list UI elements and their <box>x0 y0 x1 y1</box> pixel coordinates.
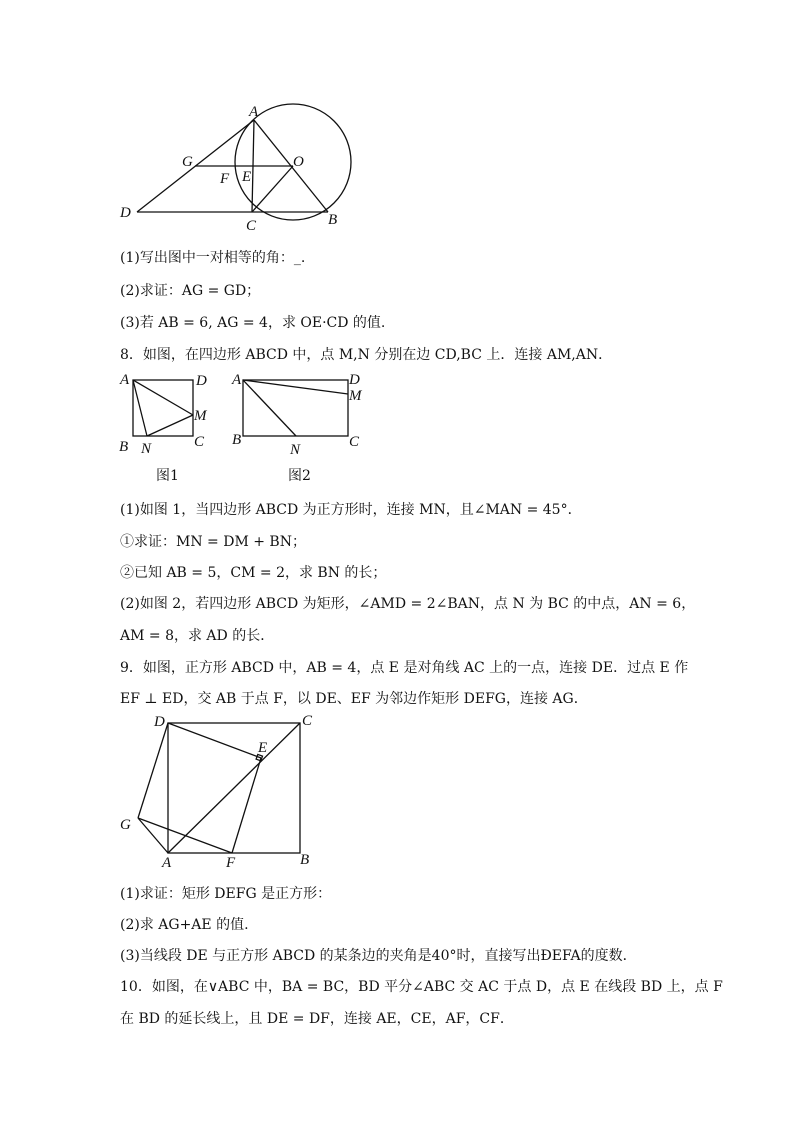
figure-circle-geometry <box>110 100 370 230</box>
svg-text:F: F <box>226 855 236 871</box>
svg-text:G: G <box>120 817 131 833</box>
q8-part1a: ①求证：MN = DM + BN； <box>120 534 306 550</box>
q10-stem1: 10．如图，在∨ABC 中，BA = BC，BD 平分∠ABC 交 AC 于点 D，点 E 在线段 BD 上，点 F <box>120 979 723 995</box>
svg-text:N: N <box>290 442 301 458</box>
label-a: A <box>249 104 259 120</box>
q8-part1: (1)如图 1，当四边形 ABCD 为正方形时，连接 MN，且∠MAN = 45°． <box>120 502 582 518</box>
segment-an-2 <box>243 380 296 436</box>
q9-part1: (1)求证：矩形 DEFG 是正方形： <box>120 886 332 902</box>
segment-am <box>133 380 193 415</box>
q9-stem1: 9．如图，正方形 ABCD 中，AB = 4，点 E 是对角线 AC 上的一点，连接 DE．过点 E 作 <box>120 660 689 676</box>
svg-text:D: D <box>196 373 207 389</box>
segment-am-2 <box>243 380 348 394</box>
figure-q8 <box>110 365 380 490</box>
svg-text:B: B <box>232 432 242 448</box>
svg-text:E: E <box>258 740 268 756</box>
label-e: E <box>242 169 252 185</box>
segment-ef <box>232 758 261 853</box>
segment-de <box>168 723 261 758</box>
segment-gd <box>138 723 168 818</box>
q8-part2a: (2)如图 2，若四边形 ABCD 为矩形，∠AMD = 2∠BAN，点 N 为 BC 的中点，AN = 6， <box>120 596 696 612</box>
svg-text:D: D <box>349 372 360 388</box>
svg-text:M: M <box>194 408 207 424</box>
svg-text:A: A <box>162 855 172 871</box>
svg-text:B: B <box>119 439 129 455</box>
svg-text:M: M <box>349 388 362 404</box>
q8-part1b: ②已知 AB = 5，CM = 2，求 BN 的长； <box>120 565 387 581</box>
segment-mn <box>147 415 193 436</box>
segment-co <box>252 166 293 212</box>
label-o: O <box>293 154 304 170</box>
q7-part2: (2)求证：AG = GD； <box>120 283 261 299</box>
q8-stem: 8．如图，在四边形 ABCD 中，点 M,N 分别在边 CD,BC 上．连接 AM,AN． <box>120 347 613 363</box>
diagonal-ac <box>168 723 300 853</box>
svg-text:C: C <box>194 434 205 450</box>
label-d: D <box>120 205 131 221</box>
label-c: C <box>246 218 257 230</box>
q7-part1: (1)写出图中一对相等的角：_. <box>120 250 306 266</box>
svg-text:A: A <box>120 372 130 388</box>
svg-text:D: D <box>154 714 165 730</box>
figure-q9 <box>110 708 330 873</box>
q9-part2: (2)求 AG+AE 的值. <box>120 917 249 933</box>
segment-fg <box>138 818 232 853</box>
fig1-caption: 图1 <box>156 468 179 484</box>
svg-text:C: C <box>349 434 360 450</box>
q8-part2b: AM = 8，求 AD 的长． <box>120 628 275 644</box>
label-g: G <box>182 154 193 170</box>
segment-an <box>133 380 147 436</box>
svg-text:A: A <box>232 372 242 388</box>
q7-part3: (3)若 AB = 6, AG = 4，求 OE·CD 的值. <box>120 315 386 331</box>
rectangle-abcd <box>243 380 348 436</box>
q10-stem2: 在 BD 的延长线上，且 DE = DF，连接 AE，CE，AF，CF． <box>120 1011 514 1027</box>
square-abcd <box>133 380 193 436</box>
svg-text:C: C <box>302 713 313 729</box>
label-b: B <box>328 212 338 228</box>
fig2-caption: 图2 <box>288 468 311 484</box>
q9-part3: (3)当线段 DE 与正方形 ABCD 的某条边的夹角是40°时，直接写出ÐEFA的度数． <box>120 948 637 964</box>
q9-stem2: EF ⊥ ED，交 AB 于点 F，以 DE、EF 为邻边作矩形 DEFG，连接 AG． <box>120 691 588 707</box>
svg-text:B: B <box>300 852 310 868</box>
label-f: F <box>220 171 230 187</box>
svg-text:N: N <box>141 441 152 457</box>
